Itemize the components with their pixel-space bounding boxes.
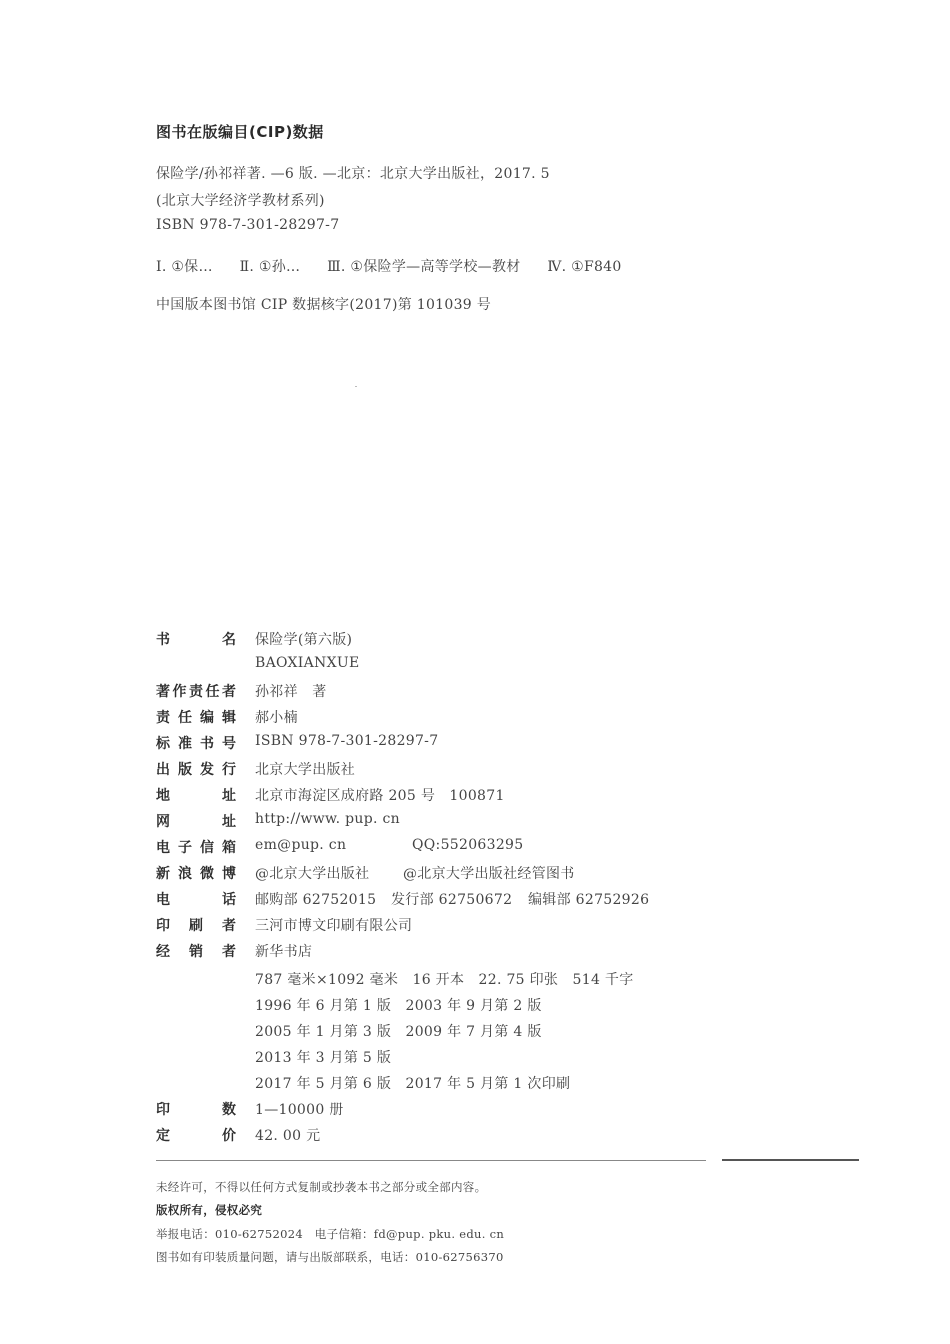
imprint-value: 42. 00 元: [255, 1128, 321, 1144]
imprint-value-qq: QQ:552063295: [412, 837, 524, 853]
speck-mark: [355, 386, 357, 387]
cip-series-line: (北京大学经济学教材系列): [156, 193, 325, 209]
imprint-label: 电 子 信 箱: [156, 840, 236, 856]
cip-class-2: Ⅱ. ①孙…: [239, 259, 301, 275]
imprint-value: 北京市海淀区成府路 205 号 100871: [255, 788, 505, 804]
cip-classification-line: [156, 256, 644, 276]
imprint-value: 1996 年 6 月第 1 版 2003 年 9 月第 2 版: [255, 998, 542, 1014]
cip-title: 图书在版编目(CIP)数据: [156, 123, 324, 141]
cip-class-4: Ⅳ. ①F840: [547, 259, 622, 275]
cip-class-3: Ⅲ. ①保险学—高等学校—教材: [327, 259, 521, 275]
imprint-label: 新 浪 微 博: [156, 866, 236, 882]
cip-catalog-line: 保险学/孙祁祥著. —6 版. —北京：北京大学出版社，2017. 5: [156, 166, 550, 182]
imprint-value: 787 毫米×1092 毫米 16 开本 22. 75 印张 514 千字: [255, 972, 634, 988]
imprint-label: 网 址: [156, 814, 236, 830]
imprint-label: 地 址: [156, 788, 236, 804]
imprint-value-weibo-b: @北京大学出版社经管图书: [403, 866, 575, 882]
imprint-value: 2005 年 1 月第 3 版 2009 年 7 月第 4 版: [255, 1024, 542, 1040]
footer-notice: 未经许可，不得以任何方式复制或抄袭本书之部分或全部内容。: [156, 1180, 487, 1194]
imprint-value: 1—10000 册: [255, 1102, 344, 1118]
footer-quality: 图书如有印装质量问题，请与出版部联系，电话：010-62756370: [156, 1250, 504, 1264]
imprint-label: 印 数: [156, 1102, 236, 1118]
imprint-label: 书 名: [156, 632, 236, 648]
imprint-label: 定 价: [156, 1128, 236, 1144]
cip-isbn-line: ISBN 978-7-301-28297-7: [156, 217, 340, 233]
imprint-value: 北京大学出版社: [255, 762, 356, 778]
footer-divider-thick: [722, 1159, 859, 1161]
cip-class-1: Ⅰ. ①保…: [156, 259, 213, 275]
footer-rights: 版权所有，侵权必究: [156, 1203, 263, 1217]
imprint-value-phone-b: 发行部 62750672: [391, 892, 513, 908]
imprint-value: 2017 年 5 月第 6 版 2017 年 5 月第 1 次印刷: [255, 1076, 571, 1092]
footer-report: 举报电话：010-62752024 电子信箱：fd@pup. pku. edu. cn: [156, 1227, 505, 1241]
imprint-value: 保险学(第六版): [255, 632, 353, 648]
imprint-label: 标 准 书 号: [156, 736, 236, 752]
imprint-value: 邮购部 62752015: [255, 892, 377, 908]
imprint-value-phone-c: 编辑部 62752926: [528, 892, 650, 908]
imprint-value: BAOXIANXUE: [255, 655, 360, 671]
imprint-label: 出 版 发 行: [156, 762, 236, 778]
imprint-value: 郝小楠: [255, 710, 298, 726]
imprint-value: 新华书店: [255, 944, 313, 960]
footer-divider: [156, 1160, 706, 1161]
imprint-value: 孙祁祥 著: [255, 684, 327, 700]
imprint-label: 电 话: [156, 892, 236, 908]
imprint-label: 经 销 者: [156, 944, 236, 960]
imprint-value: @北京大学出版社: [255, 866, 370, 882]
imprint-value: 2013 年 3 月第 5 版: [255, 1050, 392, 1066]
imprint-label: 责 任 编 辑: [156, 710, 236, 726]
imprint-value: em@pup. cn: [255, 837, 347, 853]
imprint-value: ISBN 978-7-301-28297-7: [255, 733, 439, 749]
imprint-label: 著 作 责 任 者: [156, 684, 236, 700]
cip-record-line: 中国版本图书馆 CIP 数据核字(2017)第 101039 号: [156, 297, 492, 313]
imprint-label: 印 刷 者: [156, 918, 236, 934]
imprint-value: http://www. pup. cn: [255, 811, 400, 827]
imprint-value: 三河市博文印刷有限公司: [255, 918, 413, 934]
